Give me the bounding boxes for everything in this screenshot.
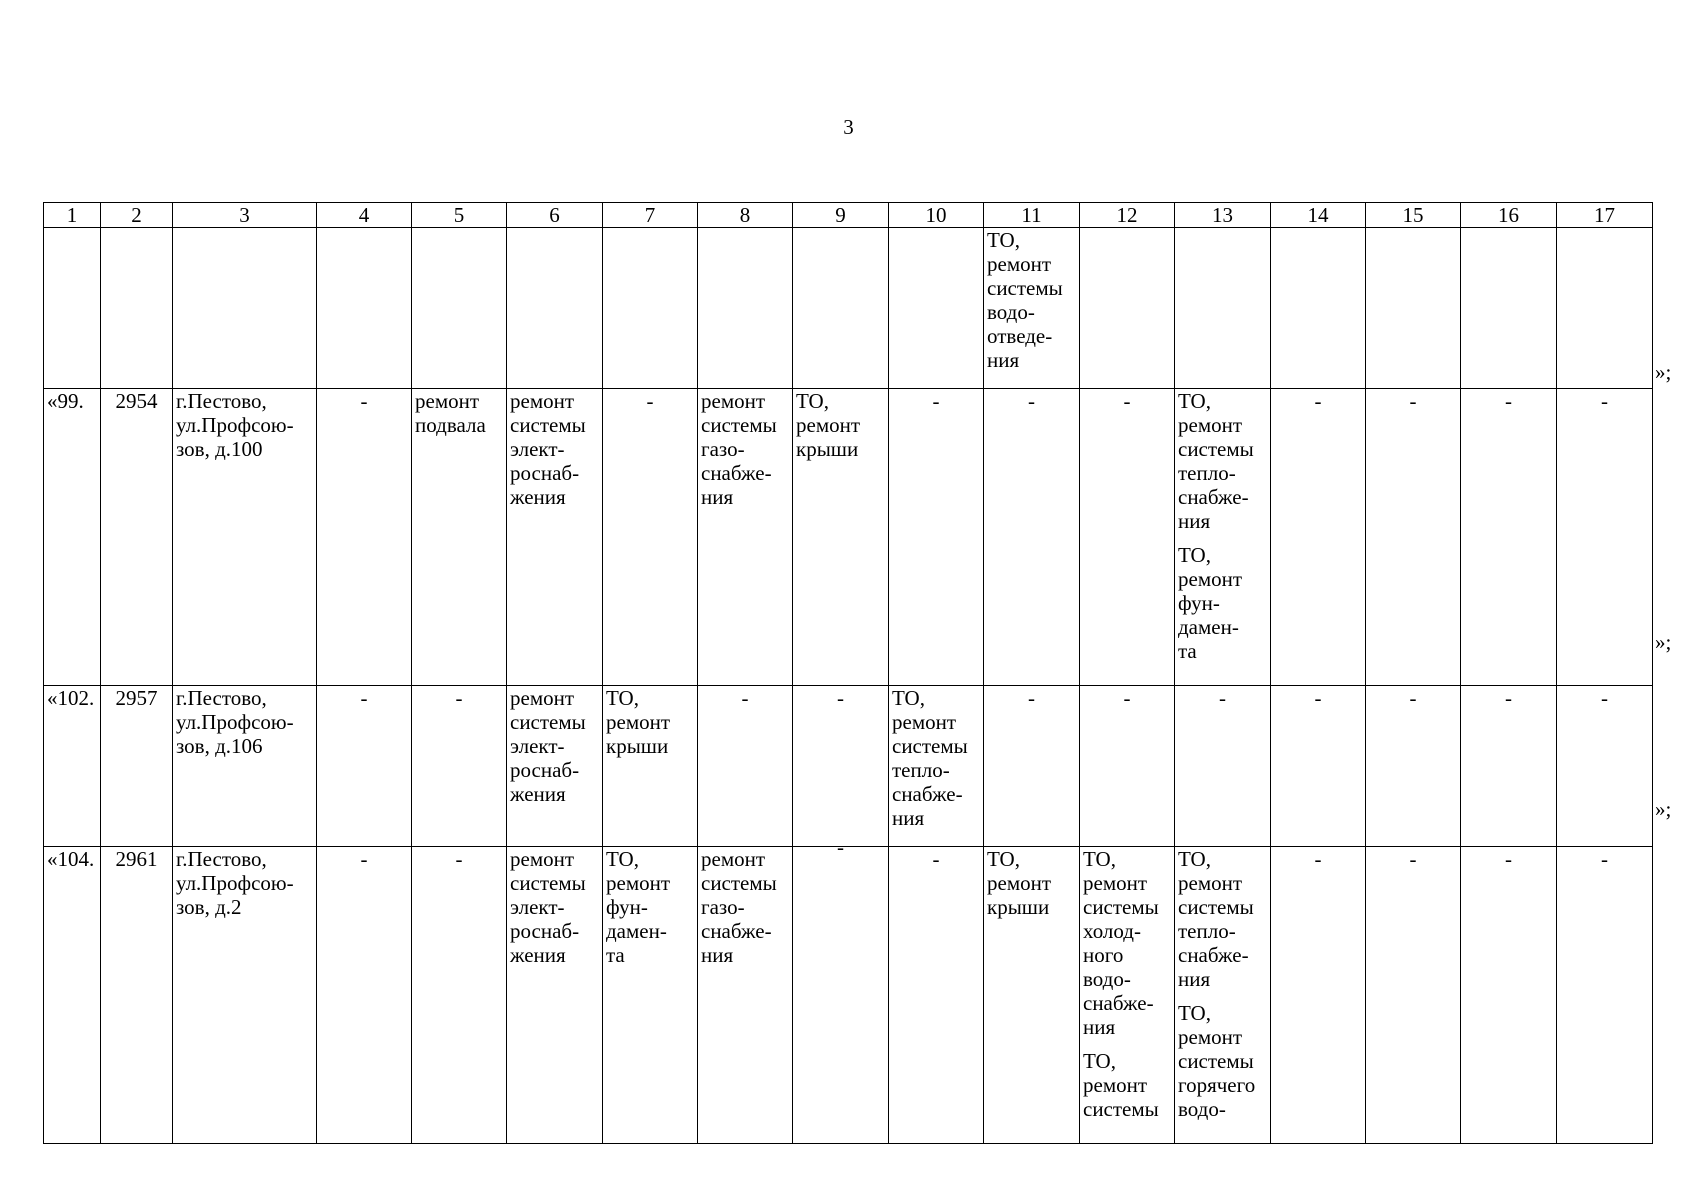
cell-text-line: роснаб- bbox=[510, 758, 580, 782]
cell-text-line: ул.Профсою- bbox=[176, 710, 294, 734]
table-body bbox=[44, 203, 1653, 1144]
table-row bbox=[44, 686, 1653, 847]
cell-text-line: газо- bbox=[701, 437, 745, 461]
col5-cell bbox=[412, 847, 507, 1144]
row-number-cell bbox=[44, 228, 101, 389]
cell-text-line: тепло- bbox=[1178, 919, 1236, 943]
column-number: 8 bbox=[698, 203, 793, 228]
col4-cell bbox=[317, 847, 412, 1144]
code-cell bbox=[101, 847, 173, 1144]
empty-dash: - bbox=[1314, 389, 1322, 413]
col17-cell bbox=[1557, 686, 1653, 847]
cell-text-block bbox=[1178, 1001, 1267, 1121]
cell-text-line: ремонт bbox=[510, 389, 575, 413]
col16-cell bbox=[1461, 228, 1557, 389]
table-row bbox=[44, 389, 1653, 686]
empty-dash: - bbox=[360, 686, 368, 710]
empty-dash: - bbox=[1409, 847, 1417, 871]
cell-text-line: водо- bbox=[1178, 1097, 1226, 1121]
address-cell bbox=[173, 686, 317, 847]
row-number-cell bbox=[44, 847, 101, 1144]
cell-text-line: г.Пестово, bbox=[176, 389, 267, 413]
column-number: 14 bbox=[1271, 203, 1366, 228]
page-number: 3 bbox=[843, 115, 854, 139]
empty-dash: - bbox=[1409, 686, 1417, 710]
cell-text-line: системы bbox=[701, 413, 777, 437]
empty-dash: - bbox=[1123, 389, 1131, 413]
cell-text-block bbox=[176, 686, 313, 758]
col8-cell bbox=[698, 847, 793, 1144]
row-closing-quote: »; bbox=[1655, 360, 1672, 384]
col14-cell bbox=[1271, 847, 1366, 1144]
empty-dash: - bbox=[1601, 847, 1608, 871]
cell-text-line: тепло- bbox=[1178, 461, 1236, 485]
cell-text-line: жения bbox=[510, 782, 566, 806]
cell-text-line: ремонт bbox=[510, 847, 575, 871]
col6-cell bbox=[507, 389, 603, 686]
empty-dash: - bbox=[1505, 686, 1512, 710]
col16-cell bbox=[1461, 389, 1557, 686]
empty-dash: - bbox=[1028, 389, 1035, 413]
empty-dash: - bbox=[1505, 847, 1512, 871]
cell-text-line: ТО, bbox=[1178, 389, 1211, 413]
col8-cell bbox=[698, 686, 793, 847]
cell-text-line: та bbox=[1178, 639, 1197, 663]
cell-text-line: жения bbox=[510, 485, 566, 509]
cell-text-line: ремонт bbox=[987, 871, 1052, 895]
cell-text-line: ТО, bbox=[606, 686, 639, 710]
cell-text-line: ремонт bbox=[510, 686, 575, 710]
cell-text-block bbox=[701, 389, 789, 509]
cell-text-line: крыши bbox=[987, 895, 1050, 919]
empty-dash: - bbox=[932, 389, 940, 413]
cell-text-line: водо- bbox=[987, 300, 1035, 324]
col16-cell bbox=[1461, 686, 1557, 847]
cell-text-line: ремонт bbox=[1178, 413, 1243, 437]
empty-dash: - bbox=[741, 686, 749, 710]
cell-text: 2961 bbox=[115, 847, 158, 871]
cell-text-line: зов, д.106 bbox=[176, 734, 263, 758]
cell-text-line: ул.Профсою- bbox=[176, 413, 294, 437]
cell-text-line: снабже- bbox=[1083, 991, 1154, 1015]
cell-text-line: ремонт bbox=[701, 389, 766, 413]
col15-cell bbox=[1366, 847, 1461, 1144]
col7-cell bbox=[603, 686, 698, 847]
cell-text-line: ремонт bbox=[701, 847, 766, 871]
empty-dash: - bbox=[932, 847, 940, 871]
cell-text-line: г.Пестово, bbox=[176, 686, 267, 710]
cell-text-line: ремонт bbox=[796, 413, 861, 437]
column-number: 5 bbox=[412, 203, 507, 228]
col13-cell bbox=[1175, 389, 1271, 686]
cell-text-line: элект- bbox=[510, 437, 565, 461]
cell-text-line: водо- bbox=[1083, 967, 1131, 991]
cell-text-line: дамен- bbox=[1178, 615, 1239, 639]
cell-text-line: ТО, bbox=[1178, 847, 1211, 871]
cell-text-line: ния bbox=[1083, 1015, 1116, 1039]
cell-text-line: ния bbox=[892, 806, 925, 830]
cell-text-line: ния bbox=[1178, 967, 1211, 991]
cell-text-line: снабже- bbox=[892, 782, 963, 806]
empty-dash: - bbox=[360, 389, 368, 413]
cell-text-line: роснаб- bbox=[510, 461, 580, 485]
col6-cell bbox=[507, 847, 603, 1144]
cell-text-line: отведе- bbox=[987, 324, 1053, 348]
cell-text-line: ремонт bbox=[1083, 1073, 1148, 1097]
address-cell bbox=[173, 228, 317, 389]
empty-dash: - bbox=[1601, 389, 1608, 413]
col17-cell bbox=[1557, 847, 1653, 1144]
empty-dash: - bbox=[1601, 686, 1608, 710]
col11-cell bbox=[984, 686, 1080, 847]
cell-text-line: ремонт bbox=[1083, 871, 1148, 895]
empty-dash: - bbox=[1123, 686, 1131, 710]
cell-text-line: системы bbox=[510, 871, 586, 895]
column-number: 3 bbox=[173, 203, 317, 228]
column-number: 9 bbox=[793, 203, 889, 228]
cell-text-block bbox=[701, 847, 789, 967]
col4-cell bbox=[317, 686, 412, 847]
cell-text-line: горячего bbox=[1178, 1073, 1256, 1097]
empty-dash: - bbox=[455, 686, 463, 710]
column-number: 7 bbox=[603, 203, 698, 228]
column-number: 13 bbox=[1175, 203, 1271, 228]
cell-text-line: системы bbox=[1178, 1049, 1254, 1073]
empty-dash: - bbox=[360, 847, 368, 871]
cell-text-line: элект- bbox=[510, 734, 565, 758]
col17-cell bbox=[1557, 228, 1653, 389]
cell-text-line: ул.Профсою- bbox=[176, 871, 294, 895]
empty-dash: - bbox=[1505, 389, 1512, 413]
cell-text-block bbox=[1083, 847, 1171, 1039]
table-row bbox=[44, 847, 1653, 1144]
cell-text-block bbox=[176, 847, 313, 919]
cell-text-line: ТО, bbox=[1083, 1049, 1116, 1073]
col11-cell bbox=[984, 847, 1080, 1144]
cell-text-line: снабже- bbox=[1178, 485, 1249, 509]
cell-text-line: крыши bbox=[606, 734, 669, 758]
col9-cell bbox=[793, 389, 889, 686]
cell-text-line: ремонт bbox=[415, 389, 480, 413]
column-number: 10 bbox=[889, 203, 984, 228]
col14-cell bbox=[1271, 228, 1366, 389]
empty-dash: - bbox=[1314, 686, 1322, 710]
cell-text-line: ремонт bbox=[606, 871, 671, 895]
cell-text-line: ремонт bbox=[606, 710, 671, 734]
cell-text-line: системы bbox=[510, 413, 586, 437]
cell-text-line: ния bbox=[701, 485, 734, 509]
cell-text-block bbox=[510, 389, 599, 509]
col8-cell bbox=[698, 228, 793, 389]
cell-text-line: ТО, bbox=[892, 686, 925, 710]
cell-text-line: ния bbox=[987, 348, 1020, 372]
code-cell bbox=[101, 389, 173, 686]
col5-cell bbox=[412, 686, 507, 847]
cell-text-line: ния bbox=[701, 943, 734, 967]
col11-cell bbox=[984, 228, 1080, 389]
col4-cell bbox=[317, 228, 412, 389]
cell-text-line: крыши bbox=[796, 437, 859, 461]
col12-cell bbox=[1080, 686, 1175, 847]
cell-text-line: системы bbox=[1083, 895, 1159, 919]
col13-cell bbox=[1175, 228, 1271, 389]
col5-cell bbox=[412, 228, 507, 389]
column-number: 11 bbox=[984, 203, 1080, 228]
col17-cell bbox=[1557, 389, 1653, 686]
cell-text-block bbox=[1178, 847, 1267, 991]
empty-dash: - bbox=[1314, 847, 1322, 871]
cell-text-line: зов, д.100 bbox=[176, 437, 263, 461]
cell-text: «102. bbox=[47, 686, 95, 710]
column-number: 16 bbox=[1461, 203, 1557, 228]
col13-cell bbox=[1175, 847, 1271, 1144]
col12-cell bbox=[1080, 389, 1175, 686]
code-cell bbox=[101, 228, 173, 389]
cell-text-block bbox=[1178, 543, 1267, 663]
cell-text-line: снабже- bbox=[701, 919, 772, 943]
col10-cell bbox=[889, 228, 984, 389]
cell-text-block bbox=[1178, 389, 1267, 533]
cell-text-line: снабже- bbox=[1178, 943, 1249, 967]
cell-text: «99. bbox=[47, 389, 84, 413]
cell-text-line: ремонт bbox=[892, 710, 957, 734]
row-closing-quote: »; bbox=[1655, 630, 1672, 654]
column-number: 17 bbox=[1557, 203, 1653, 228]
cell-text-block bbox=[987, 228, 1076, 372]
cell-text: 2957 bbox=[115, 686, 158, 710]
cell-text-line: тепло- bbox=[892, 758, 950, 782]
row-closing-quote: »; bbox=[1655, 797, 1672, 821]
cell-text-block bbox=[415, 389, 503, 437]
empty-dash: - bbox=[837, 686, 844, 710]
column-number: 15 bbox=[1366, 203, 1461, 228]
empty-dash: - bbox=[646, 389, 654, 413]
table-row bbox=[44, 228, 1653, 389]
empty-dash: - bbox=[1409, 389, 1417, 413]
col5-cell bbox=[412, 389, 507, 686]
cell-text-block bbox=[606, 847, 694, 967]
col4-cell bbox=[317, 389, 412, 686]
repair-schedule-table bbox=[43, 202, 1653, 1144]
cell-text-block bbox=[796, 389, 885, 461]
cell-text-line: жения bbox=[510, 943, 566, 967]
cell-text-line: системы bbox=[1178, 437, 1254, 461]
cell-text-line: ТО, bbox=[987, 847, 1020, 871]
column-number: 4 bbox=[317, 203, 412, 228]
cell-text-line: ремонт bbox=[1178, 1025, 1243, 1049]
empty-dash: - bbox=[837, 846, 844, 859]
address-cell bbox=[173, 389, 317, 686]
cell-text-block bbox=[510, 686, 599, 806]
column-number: 2 bbox=[101, 203, 173, 228]
cell-text-line: системы bbox=[701, 871, 777, 895]
col6-cell bbox=[507, 686, 603, 847]
address-cell bbox=[173, 847, 317, 1144]
cell-text-line: та bbox=[606, 943, 625, 967]
cell-text-line: системы bbox=[1083, 1097, 1159, 1121]
cell-text-line: системы bbox=[987, 276, 1063, 300]
cell-text-line: элект- bbox=[510, 895, 565, 919]
col9-cell bbox=[793, 228, 889, 389]
row-number-cell bbox=[44, 686, 101, 847]
cell-text-line: зов, д.2 bbox=[176, 895, 242, 919]
col15-cell bbox=[1366, 389, 1461, 686]
col10-cell bbox=[889, 389, 984, 686]
cell-text-line: ремонт bbox=[1178, 871, 1243, 895]
cell-text-block bbox=[176, 389, 313, 461]
cell-text-line: ТО, bbox=[606, 847, 639, 871]
cell-text-line: фун- bbox=[1178, 591, 1220, 615]
col6-cell bbox=[507, 228, 603, 389]
cell-text-line: роснаб- bbox=[510, 919, 580, 943]
col12-cell bbox=[1080, 228, 1175, 389]
empty-dash: - bbox=[455, 847, 463, 871]
col7-cell bbox=[603, 847, 698, 1144]
col9-cell bbox=[793, 847, 889, 1144]
cell-text-block bbox=[892, 686, 980, 830]
col15-cell bbox=[1366, 228, 1461, 389]
col10-cell bbox=[889, 686, 984, 847]
cell-text-line: подвала bbox=[415, 413, 486, 437]
cell-text-line: ТО, bbox=[1083, 847, 1116, 871]
col13-cell bbox=[1175, 686, 1271, 847]
col14-cell bbox=[1271, 686, 1366, 847]
cell-text-block bbox=[987, 847, 1076, 919]
cell-text-line: ТО, bbox=[796, 389, 829, 413]
cell-text-line: ремонт bbox=[987, 252, 1052, 276]
code-cell bbox=[101, 686, 173, 847]
cell-text-line: снабже- bbox=[701, 461, 772, 485]
cell-text-line: дамен- bbox=[606, 919, 667, 943]
cell-text-line: ТО, bbox=[1178, 1001, 1211, 1025]
column-number: 6 bbox=[507, 203, 603, 228]
cell-text-block bbox=[606, 686, 694, 758]
cell-text-line: холод- bbox=[1083, 919, 1141, 943]
cell-text: «104. bbox=[47, 847, 95, 871]
cell-text-line: ния bbox=[1178, 509, 1211, 533]
cell-text-line: г.Пестово, bbox=[176, 847, 267, 871]
col7-cell bbox=[603, 389, 698, 686]
col15-cell bbox=[1366, 686, 1461, 847]
cell-text-line: фун- bbox=[606, 895, 648, 919]
empty-dash: - bbox=[1219, 686, 1226, 710]
col8-cell bbox=[698, 389, 793, 686]
cell-text-line: системы bbox=[1178, 895, 1254, 919]
cell-text-line: ТО, bbox=[987, 228, 1020, 252]
cell-text-block bbox=[1083, 1049, 1171, 1121]
cell-text-line: системы bbox=[510, 710, 586, 734]
col12-cell bbox=[1080, 847, 1175, 1144]
col9-cell bbox=[793, 686, 889, 847]
cell-text-line: ТО, bbox=[1178, 543, 1211, 567]
cell-text: 2954 bbox=[115, 389, 158, 413]
col7-cell bbox=[603, 228, 698, 389]
column-number: 12 bbox=[1080, 203, 1175, 228]
col11-cell bbox=[984, 389, 1080, 686]
row-number-cell bbox=[44, 389, 101, 686]
column-number: 1 bbox=[44, 203, 101, 228]
cell-text-line: ного bbox=[1083, 943, 1124, 967]
col10-cell bbox=[889, 847, 984, 1144]
cell-text-line: газо- bbox=[701, 895, 745, 919]
cell-text-block bbox=[510, 847, 599, 967]
cell-text-line: ремонт bbox=[1178, 567, 1243, 591]
col16-cell bbox=[1461, 847, 1557, 1144]
empty-dash: - bbox=[1028, 686, 1035, 710]
col14-cell bbox=[1271, 389, 1366, 686]
cell-text-line: системы bbox=[892, 734, 968, 758]
column-number-header-row bbox=[44, 203, 1653, 228]
